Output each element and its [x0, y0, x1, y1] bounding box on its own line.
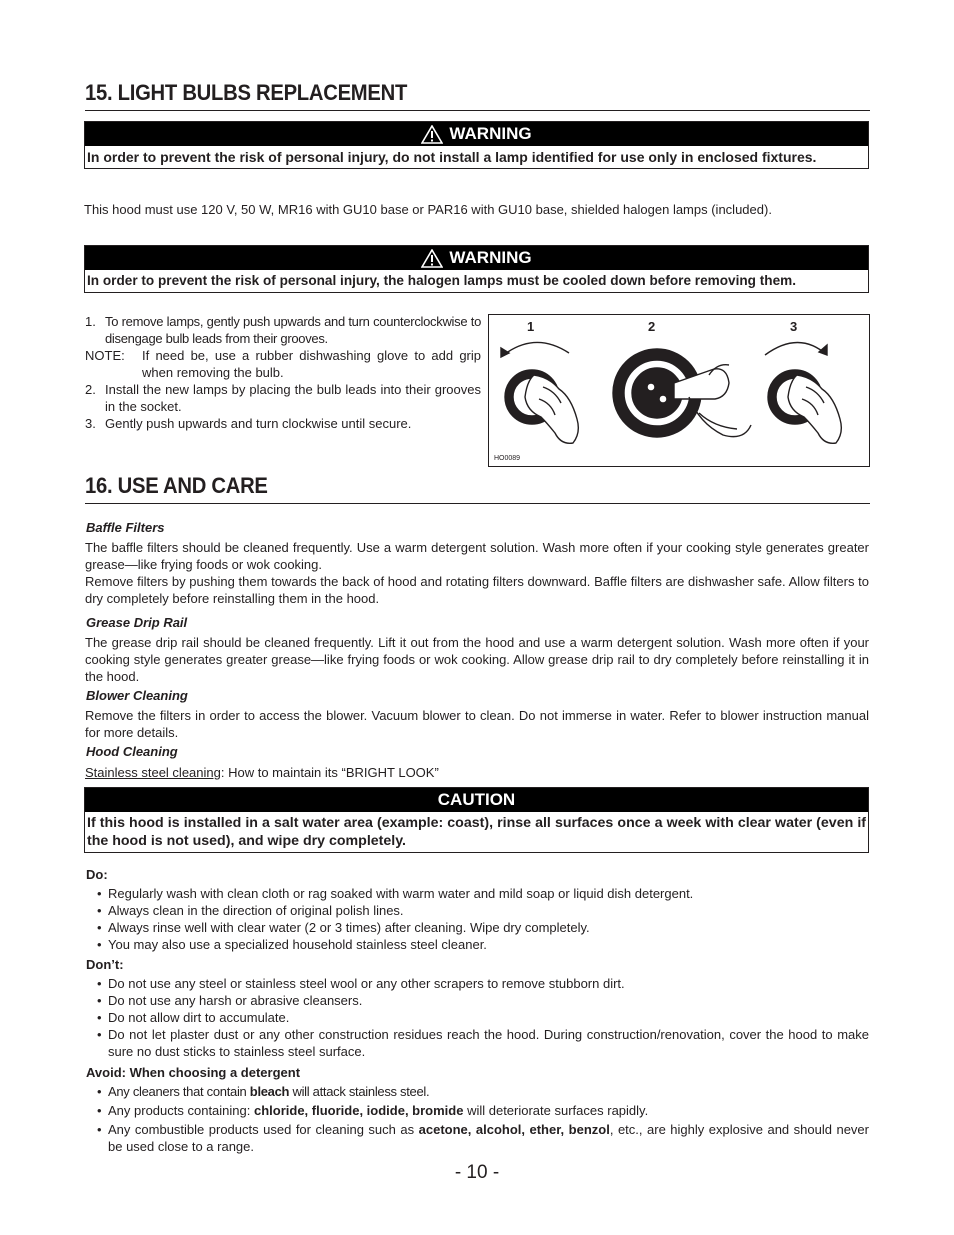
step-number: 2.	[85, 382, 96, 397]
step-3	[85, 415, 481, 432]
step-text: If need be, use a rubber dishwashing glove to add grip when removing the bulb.	[142, 348, 481, 380]
replacement-steps	[85, 313, 481, 432]
figure-label-1: 1	[527, 319, 535, 334]
list-item-text: Do not allow dirt to accumulate.	[108, 1010, 290, 1025]
bullet-icon: •	[97, 886, 102, 901]
do-list	[97, 885, 869, 953]
list-item-text: Always clean in the direction of original polish lines.	[108, 903, 404, 918]
list-item-text: Always rinse well with clear water (2 or 3 times) after cleaning. Wipe dry completely.	[108, 920, 590, 935]
bulb-illustration	[489, 315, 869, 466]
caution-box	[84, 787, 869, 853]
hood-heading: Hood Cleaning	[86, 744, 178, 759]
warning-triangle-icon	[421, 125, 443, 144]
list-item-text: will deteriorate surfaces rapidly.	[463, 1103, 649, 1118]
figure-label-3: 3	[790, 319, 798, 334]
section-15-title: 15. LIGHT BULBS REPLACEMENT	[85, 80, 408, 105]
step-number: NOTE:	[85, 348, 125, 363]
step-text: Gently push upwards and turn clockwise until secure.	[105, 416, 412, 431]
warning-text-1: In order to prevent the risk of personal injury, do not install a lamp identified for use only in enclosed fixtures.	[87, 149, 817, 165]
list-item-text: Any cleaners that contain	[108, 1084, 250, 1099]
figure-code: HO0089	[494, 455, 521, 462]
list-item-text: will attack stainless steel.	[289, 1084, 430, 1099]
section-16-title: 16. USE AND CARE	[85, 473, 268, 498]
baffle-text-1: The baffle filters should be cleaned frequently. Use a warm detergent solution. Wash more often if your cooking style generates greater grease—like frying foods or wok cooking.	[85, 540, 869, 572]
list-item-text: Do not use any steel or stainless steel wool or any other scrapers to remove stubborn dirt.	[108, 976, 625, 991]
page-number: - 10 -	[454, 1162, 500, 1183]
bullet-icon: •	[97, 1010, 102, 1025]
caution-bar	[85, 788, 868, 812]
do-heading: Do:	[86, 867, 108, 882]
list-item-text: You may also use a specialized household stainless steel cleaner.	[108, 937, 487, 952]
drip-heading: Grease Drip Rail	[86, 615, 188, 630]
warning-bar-1	[85, 122, 868, 146]
step-note	[85, 347, 481, 381]
baffle-text-2: Remove filters by pushing them towards the back of hood and rotating filters downward. Baffle filters are dishwasher safe. Allow filters to dry completely before reinstalling them in the hood.	[85, 574, 869, 606]
section-15-rule	[85, 110, 870, 111]
section-16-rule	[85, 503, 870, 504]
bullet-icon: •	[97, 920, 102, 935]
hood-text	[85, 764, 869, 781]
blower-text: Remove the filters in order to access the blower. Vacuum blower to clean. Do not immerse in water. Refer to blower instruction manual for more details.	[85, 708, 869, 740]
list-item	[97, 1083, 869, 1100]
list-item	[97, 975, 869, 992]
bullet-icon: •	[97, 1084, 102, 1099]
warning-text-2: In order to prevent the risk of personal injury, the halogen lamps must be cooled down before removing them.	[87, 273, 796, 288]
list-item	[97, 1102, 869, 1119]
avoid-heading: Avoid: When choosing a detergent	[86, 1065, 301, 1080]
list-item	[97, 1026, 869, 1060]
caution-label: CAUTION	[437, 790, 516, 809]
bullet-icon: •	[97, 976, 102, 991]
list-item	[97, 1009, 869, 1026]
bullet-icon: •	[97, 1122, 102, 1137]
blower-heading: Blower Cleaning	[86, 688, 188, 703]
list-item	[97, 885, 869, 902]
dont-list	[97, 975, 869, 1060]
bullet-icon: •	[97, 993, 102, 1008]
bullet-icon: •	[97, 1103, 102, 1118]
lamp-spec: This hood must use 120 V, 50 W, MR16 with GU10 base or PAR16 with GU10 base, shielded halogen lamps (included).	[84, 202, 772, 217]
list-item	[97, 936, 869, 953]
list-item	[97, 919, 869, 936]
list-item	[97, 902, 869, 919]
bulb-replacement-figure	[488, 314, 870, 467]
step-number: 3.	[85, 416, 96, 431]
list-item-text: Do not use any harsh or abrasive cleansers.	[108, 993, 363, 1008]
list-item-text: Any combustible products used for cleaning such as	[108, 1122, 419, 1137]
warning-box-2	[84, 245, 869, 293]
avoid-list	[97, 1083, 869, 1155]
warning-bar-2	[85, 246, 868, 270]
list-item-text: Any products containing:	[108, 1103, 254, 1118]
list-item-text: , etc., are highly explosive and should never be used close to a range.	[108, 1122, 869, 1154]
warning-box-1	[84, 121, 869, 169]
bullet-icon: •	[97, 1027, 102, 1042]
figure-label-2: 2	[648, 319, 656, 334]
step-1	[85, 313, 481, 347]
bullet-icon: •	[97, 903, 102, 918]
list-item-text: Regularly wash with clean cloth or rag soaked with warm water and mild soap or liquid dish detergent.	[108, 886, 694, 901]
step-2	[85, 381, 481, 415]
baffle-heading: Baffle Filters	[86, 520, 165, 535]
list-item	[97, 992, 869, 1009]
stainless-steel-cleaning-label: Stainless steel cleaning	[85, 765, 221, 780]
list-item	[97, 1121, 869, 1155]
warning-label-1: WARNING	[449, 124, 532, 143]
list-item-text: Do not let plaster dust or any other construction residues reach the hood. During construction/renovation, cover the hood to make sure no dust sticks to stainless steel surface.	[108, 1027, 869, 1059]
warning-label-2: WARNING	[449, 248, 532, 267]
step-text: Install the new lamps by placing the bulb leads into their grooves in the socket.	[105, 382, 481, 414]
dont-heading: Don’t:	[86, 957, 124, 972]
caution-text: If this hood is installed in a salt water area (example: coast), rinse all surfaces once a week with clear water (even if the hood is not used), and wipe dry completely.	[87, 815, 866, 849]
drip-text: The grease drip rail should be cleaned frequently. Lift it out from the hood and use a warm detergent solution. Wash more often if your cooking style generates greater grease—like frying foods or wok cooking. Allow grease drip rail to dry completely before reinstalling it in the hood.	[85, 635, 869, 684]
step-text: To remove lamps, gently push upwards and turn counterclockwise to disengage bulb leads from their grooves.	[105, 314, 481, 346]
list-item-bold: chloride, fluoride, iodide, bromide	[253, 1103, 464, 1118]
list-item-bold: acetone, alcohol, ether, benzol	[418, 1122, 610, 1137]
warning-triangle-icon	[421, 249, 443, 268]
list-item-bold: bleach	[249, 1084, 290, 1099]
hood-text-rest: : How to maintain its “BRIGHT LOOK”	[220, 765, 439, 780]
step-number: 1.	[85, 314, 96, 329]
bullet-icon: •	[97, 937, 102, 952]
